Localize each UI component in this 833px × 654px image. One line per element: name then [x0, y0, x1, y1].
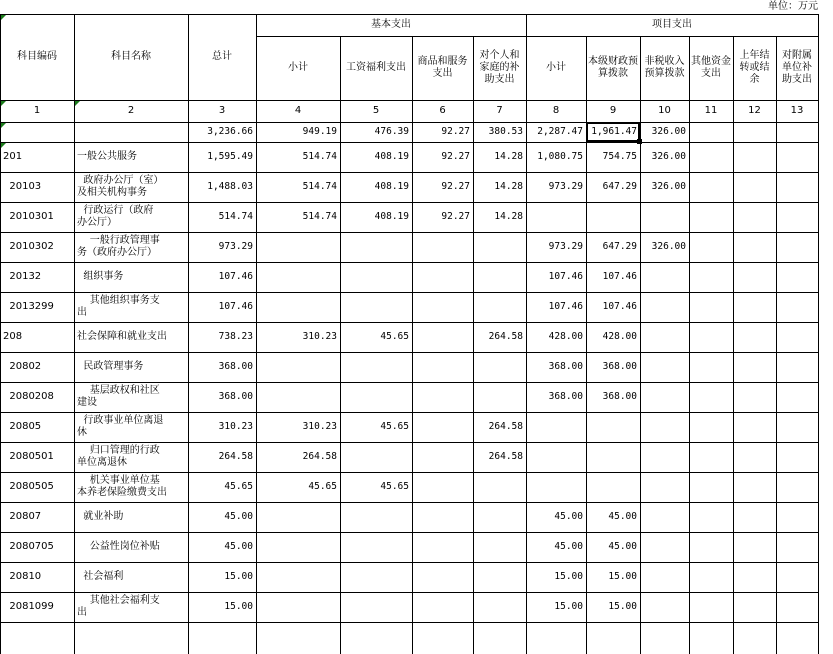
row-value[interactable]	[733, 592, 776, 622]
row-value[interactable]: 92.27	[441, 126, 470, 137]
row-value[interactable]	[776, 232, 818, 262]
row-value[interactable]: 107.46	[548, 301, 583, 312]
row-value[interactable]	[526, 412, 586, 442]
row-value[interactable]	[526, 442, 586, 472]
header-project-group[interactable]: 项目支出	[652, 19, 692, 30]
row-code[interactable]: 2080705	[3, 541, 54, 552]
row-value[interactable]: 107.46	[218, 301, 253, 312]
row-name[interactable]: 社会保障和就业支出	[77, 331, 167, 342]
grid-vline	[74, 14, 75, 654]
row-value[interactable]: 45.00	[608, 511, 637, 522]
row-value[interactable]	[340, 592, 412, 622]
row-value[interactable]	[586, 412, 640, 442]
header-basic-col[interactable]: 小计	[288, 62, 308, 73]
row-value[interactable]	[586, 442, 640, 472]
row-value[interactable]: 408.19	[374, 181, 409, 192]
header-code[interactable]: 科目编码	[17, 51, 57, 62]
grid-hline	[0, 122, 818, 123]
row-value[interactable]	[733, 262, 776, 292]
grid-hline	[0, 502, 818, 503]
row-value[interactable]	[776, 532, 818, 562]
row-name[interactable]: 民政管理事务	[77, 361, 144, 372]
row-value[interactable]: 1,080.75	[537, 151, 583, 162]
row-value[interactable]	[733, 322, 776, 352]
header-project-col[interactable]: 对附属单位补助支出	[782, 50, 812, 85]
row-value[interactable]	[256, 292, 340, 322]
row-name[interactable]: 公益性岗位补贴	[77, 541, 160, 552]
row-value[interactable]	[733, 122, 776, 142]
row-value[interactable]	[640, 562, 689, 592]
grid-vline	[340, 36, 341, 654]
row-code[interactable]	[0, 122, 74, 142]
grid-vline	[586, 36, 587, 654]
col-number[interactable]: 7	[496, 105, 503, 116]
col-number[interactable]: 4	[294, 105, 302, 116]
row-value[interactable]	[640, 292, 689, 322]
row-value[interactable]	[776, 412, 818, 442]
row-value[interactable]	[776, 292, 818, 322]
row-value[interactable]: 408.19	[374, 211, 409, 222]
row-value[interactable]	[473, 292, 526, 322]
row-name[interactable]: 归口管理的行政 单位离退休	[77, 445, 160, 468]
row-value[interactable]	[689, 472, 733, 502]
row-value[interactable]	[640, 412, 689, 442]
row-value[interactable]	[689, 562, 733, 592]
row-value[interactable]	[776, 142, 818, 172]
row-value[interactable]: 107.46	[602, 301, 637, 312]
header-basic-col[interactable]: 对个人和家庭的补助支出	[479, 50, 520, 85]
row-value[interactable]: 380.53	[488, 126, 523, 137]
row-value[interactable]: 514.74	[302, 211, 337, 222]
row-value[interactable]: 14.28	[494, 211, 523, 222]
header-basic-group[interactable]: 基本支出	[371, 19, 411, 30]
row-value[interactable]	[640, 382, 689, 412]
row-value[interactable]: 92.27	[441, 151, 470, 162]
row-value[interactable]	[776, 122, 818, 142]
row-value[interactable]: 514.74	[218, 211, 253, 222]
row-value[interactable]	[733, 292, 776, 322]
row-value[interactable]	[340, 352, 412, 382]
row-value[interactable]	[640, 262, 689, 292]
col-number[interactable]: 3	[218, 105, 226, 116]
row-value[interactable]: 264.58	[488, 451, 523, 462]
row-value[interactable]	[340, 502, 412, 532]
row-value[interactable]: 1,595.49	[207, 151, 253, 162]
row-value[interactable]	[733, 142, 776, 172]
row-value[interactable]	[256, 502, 340, 532]
col-number[interactable]: 1	[33, 105, 41, 116]
grid-hline	[0, 592, 818, 593]
grid-hline	[0, 352, 818, 353]
row-value[interactable]: 647.29	[602, 181, 637, 192]
row-value[interactable]	[256, 592, 340, 622]
row-value[interactable]	[776, 202, 818, 232]
row-value[interactable]	[733, 352, 776, 382]
row-value[interactable]: 45.65	[380, 481, 409, 492]
row-value[interactable]	[689, 532, 733, 562]
col-number[interactable]: 9	[609, 105, 617, 116]
row-value[interactable]	[776, 502, 818, 532]
row-value[interactable]: 45.00	[224, 511, 253, 522]
row-value[interactable]	[473, 472, 526, 502]
row-value[interactable]	[776, 172, 818, 202]
row-value[interactable]: 754.75	[602, 151, 637, 162]
cell-marker-icon	[75, 101, 80, 106]
row-value[interactable]: 1,961.47	[586, 122, 640, 142]
row-value[interactable]	[733, 532, 776, 562]
row-code[interactable]: 20132	[3, 271, 42, 282]
row-value[interactable]: 310.23	[302, 331, 337, 342]
grid-vline	[412, 36, 413, 654]
row-code[interactable]: 20807	[3, 511, 42, 522]
row-value[interactable]	[526, 472, 586, 502]
row-value[interactable]: 107.46	[602, 271, 637, 282]
row-value[interactable]	[640, 442, 689, 472]
row-value[interactable]	[340, 232, 412, 262]
row-value[interactable]	[412, 352, 473, 382]
row-value[interactable]: 45.65	[380, 421, 409, 432]
header-total[interactable]: 总计	[212, 51, 232, 62]
row-value[interactable]	[640, 202, 689, 232]
row-value[interactable]	[412, 442, 473, 472]
header-name[interactable]: 科目名称	[111, 51, 151, 62]
grid-hline	[0, 322, 818, 323]
row-value[interactable]	[473, 232, 526, 262]
col-number[interactable]: 11	[704, 105, 718, 116]
row-value[interactable]	[412, 532, 473, 562]
grid-vline	[473, 36, 474, 654]
row-code[interactable]: 201	[3, 151, 23, 162]
row-value[interactable]: 326.00	[651, 151, 686, 162]
row-name[interactable]: 组织事务	[77, 271, 124, 282]
grid-hline	[0, 100, 818, 101]
row-value[interactable]: 2,287.47	[537, 126, 583, 137]
row-value[interactable]: 264.58	[488, 331, 523, 342]
row-value[interactable]	[640, 532, 689, 562]
row-value[interactable]	[256, 232, 340, 262]
grid-hline	[0, 172, 818, 173]
row-value[interactable]	[412, 472, 473, 502]
grid-vline	[188, 14, 189, 654]
header-project-col[interactable]: 本级财政预算拨款	[588, 56, 638, 79]
row-value[interactable]	[412, 232, 473, 262]
row-value[interactable]	[412, 262, 473, 292]
grid-hline	[0, 442, 818, 443]
row-value[interactable]	[256, 562, 340, 592]
row-value[interactable]: 949.19	[302, 126, 337, 137]
cell-marker-icon	[1, 143, 6, 148]
grid-hline	[0, 202, 818, 203]
cell-marker-icon	[1, 15, 6, 20]
row-value[interactable]: 428.00	[602, 331, 637, 342]
row-value[interactable]	[733, 472, 776, 502]
row-code[interactable]: 208	[3, 331, 23, 342]
grid-hline	[0, 142, 818, 143]
row-value[interactable]: 45.00	[554, 541, 583, 552]
row-value[interactable]	[340, 442, 412, 472]
row-value[interactable]	[586, 202, 640, 232]
row-value[interactable]	[689, 352, 733, 382]
row-value[interactable]	[689, 202, 733, 232]
row-value[interactable]	[473, 532, 526, 562]
row-value[interactable]: 264.58	[488, 421, 523, 432]
row-name[interactable]: 其他社会福利支 出	[77, 595, 160, 618]
row-value[interactable]	[340, 292, 412, 322]
header-project-col[interactable]: 非税收入预算拨款	[644, 56, 685, 79]
header-project-col[interactable]: 上年结转或结余	[739, 50, 770, 85]
row-value[interactable]	[776, 322, 818, 352]
row-value[interactable]	[776, 442, 818, 472]
row-value[interactable]	[412, 292, 473, 322]
row-value[interactable]	[776, 592, 818, 622]
grid-vline	[640, 36, 641, 654]
row-value[interactable]	[473, 262, 526, 292]
grid-hline	[0, 622, 818, 623]
grid-hline	[0, 382, 818, 383]
row-value[interactable]	[776, 262, 818, 292]
col-number[interactable]: 13	[790, 105, 804, 116]
row-value[interactable]: 15.00	[554, 601, 583, 612]
col-number[interactable]: 6	[439, 105, 446, 116]
row-value[interactable]	[473, 382, 526, 412]
row-value[interactable]: 14.28	[494, 151, 523, 162]
row-code[interactable]: 20802	[3, 361, 42, 372]
row-value[interactable]: 107.46	[218, 271, 253, 282]
row-value[interactable]	[776, 472, 818, 502]
row-value[interactable]: 368.00	[602, 361, 637, 372]
row-value[interactable]	[526, 202, 586, 232]
cell-marker-icon	[1, 101, 6, 106]
grid-hline	[0, 292, 818, 293]
row-value[interactable]: 326.00	[651, 126, 686, 137]
row-value[interactable]	[689, 142, 733, 172]
row-name[interactable]: 一般行政管理事 务（政府办公厅）	[77, 235, 160, 258]
row-value[interactable]: 408.19	[374, 151, 409, 162]
col-number[interactable]: 5	[372, 105, 380, 116]
row-value[interactable]	[689, 292, 733, 322]
row-value[interactable]	[640, 322, 689, 352]
row-value[interactable]	[640, 502, 689, 532]
row-code[interactable]: 2010302	[3, 241, 54, 252]
row-value[interactable]: 428.00	[548, 331, 583, 342]
row-value[interactable]	[256, 532, 340, 562]
row-value[interactable]	[689, 232, 733, 262]
row-code[interactable]: 2081099	[3, 601, 54, 612]
row-value[interactable]	[733, 412, 776, 442]
header-project-col[interactable]: 其他资金支出	[691, 56, 731, 79]
row-value[interactable]: 45.00	[608, 541, 637, 552]
header-project-col[interactable]: 小计	[546, 62, 566, 73]
row-value[interactable]: 368.00	[548, 361, 583, 372]
row-value[interactable]: 45.00	[554, 511, 583, 522]
row-value[interactable]	[640, 352, 689, 382]
row-value[interactable]	[689, 592, 733, 622]
row-value[interactable]	[689, 322, 733, 352]
row-value[interactable]	[473, 592, 526, 622]
row-value[interactable]	[640, 592, 689, 622]
row-value[interactable]	[256, 352, 340, 382]
row-value[interactable]	[689, 442, 733, 472]
row-value[interactable]	[733, 502, 776, 532]
row-value[interactable]: 45.00	[224, 541, 253, 552]
row-code[interactable]: 20103	[3, 181, 42, 192]
row-value[interactable]	[586, 472, 640, 502]
row-value[interactable]	[473, 502, 526, 532]
row-code[interactable]: 2010301	[3, 211, 54, 222]
budget-table	[0, 14, 818, 654]
row-value[interactable]: 514.74	[302, 151, 337, 162]
grid-hline	[0, 412, 818, 413]
row-value[interactable]	[733, 232, 776, 262]
row-value[interactable]	[340, 532, 412, 562]
row-value[interactable]	[689, 412, 733, 442]
row-code[interactable]: 2080501	[3, 451, 54, 462]
grid-hline	[0, 232, 818, 233]
row-value[interactable]	[412, 592, 473, 622]
row-value[interactable]	[689, 262, 733, 292]
row-value[interactable]: 264.58	[302, 451, 337, 462]
row-value[interactable]: 326.00	[651, 241, 686, 252]
row-code[interactable]: 2080505	[3, 481, 54, 492]
row-name[interactable]: 基层政权和社区 建设	[77, 385, 160, 408]
row-value[interactable]	[412, 322, 473, 352]
row-name[interactable]: 行政运行（政府 办公厅）	[77, 205, 154, 228]
row-name[interactable]: 其他组织事务支 出	[77, 295, 160, 318]
grid-vline	[733, 36, 734, 654]
row-value[interactable]: 92.27	[441, 181, 470, 192]
row-value[interactable]: 310.23	[218, 421, 253, 432]
grid-vline	[818, 14, 819, 654]
grid-hline	[0, 532, 818, 533]
row-value[interactable]	[733, 202, 776, 232]
row-value[interactable]: 368.00	[218, 391, 253, 402]
row-value[interactable]: 45.65	[224, 481, 253, 492]
row-value[interactable]	[733, 382, 776, 412]
grid-vline	[0, 14, 1, 654]
row-value[interactable]: 45.65	[308, 481, 337, 492]
row-value[interactable]: 514.74	[302, 181, 337, 192]
row-value[interactable]	[776, 352, 818, 382]
row-value[interactable]: 476.39	[374, 126, 409, 137]
grid-vline	[776, 36, 777, 654]
row-value[interactable]: 15.00	[554, 571, 583, 582]
row-value[interactable]: 973.29	[548, 241, 583, 252]
col-number[interactable]: 2	[127, 105, 135, 116]
row-value[interactable]: 326.00	[651, 181, 686, 192]
row-code[interactable]: 20810	[3, 571, 42, 582]
grid-vline	[689, 36, 690, 654]
row-value[interactable]	[733, 562, 776, 592]
row-value[interactable]: 3,236.66	[207, 126, 253, 137]
grid-hline	[0, 562, 818, 563]
grid-hline	[0, 472, 818, 473]
row-code[interactable]: 2013299	[3, 301, 54, 312]
row-value[interactable]	[689, 502, 733, 532]
row-value[interactable]: 738.23	[218, 331, 253, 342]
row-value[interactable]	[412, 562, 473, 592]
row-name[interactable]: 就业补助	[77, 511, 124, 522]
row-name[interactable]: 一般公共服务	[77, 151, 137, 162]
row-value[interactable]: 1,488.03	[207, 181, 253, 192]
row-name[interactable]: 政府办公厅（室） 及相关机构事务	[77, 175, 164, 198]
grid-vline	[526, 14, 527, 654]
row-value[interactable]	[733, 172, 776, 202]
cell-marker-icon	[1, 123, 6, 128]
fill-handle[interactable]	[637, 139, 642, 144]
row-name[interactable]: 行政事业单位离退 休	[77, 415, 164, 438]
row-value[interactable]	[473, 352, 526, 382]
row-value[interactable]: 15.00	[224, 601, 253, 612]
row-value[interactable]	[256, 262, 340, 292]
row-value[interactable]: 973.29	[218, 241, 253, 252]
row-value[interactable]: 264.58	[218, 451, 253, 462]
row-value[interactable]	[473, 562, 526, 592]
row-name[interactable]	[74, 122, 188, 142]
row-value[interactable]	[340, 562, 412, 592]
unit-label: 单位：万元	[768, 1, 818, 12]
row-value[interactable]	[689, 122, 733, 142]
grid-hline	[0, 262, 818, 263]
col-number[interactable]: 10	[658, 105, 671, 116]
row-value[interactable]: 647.29	[602, 241, 637, 252]
row-value[interactable]: 368.00	[218, 361, 253, 372]
row-value[interactable]: 107.46	[548, 271, 583, 282]
row-value[interactable]: 973.29	[548, 181, 583, 192]
row-value[interactable]	[412, 502, 473, 532]
row-code[interactable]: 2080208	[3, 391, 54, 402]
col-number[interactable]: 12	[748, 105, 761, 116]
row-value[interactable]: 92.27	[441, 211, 470, 222]
row-value[interactable]	[412, 382, 473, 412]
grid-vline	[256, 14, 257, 654]
row-value[interactable]: 368.00	[602, 391, 637, 402]
row-value[interactable]: 45.65	[380, 331, 409, 342]
row-value[interactable]: 368.00	[548, 391, 583, 402]
row-value[interactable]	[412, 412, 473, 442]
row-value[interactable]: 15.00	[608, 571, 637, 582]
row-value[interactable]	[733, 442, 776, 472]
row-code[interactable]: 20805	[3, 421, 42, 432]
row-value[interactable]: 15.00	[608, 601, 637, 612]
header-basic-col[interactable]: 商品和服务支出	[417, 56, 468, 79]
col-number[interactable]: 8	[552, 105, 560, 116]
row-value[interactable]	[640, 472, 689, 502]
row-value[interactable]: 310.23	[302, 421, 337, 432]
row-value[interactable]: 14.28	[494, 181, 523, 192]
header-basic-col[interactable]: 工资福利支出	[346, 62, 406, 73]
row-name[interactable]: 社会福利	[77, 571, 124, 582]
row-value[interactable]	[689, 382, 733, 412]
row-value[interactable]	[340, 262, 412, 292]
row-name[interactable]: 机关事业单位基 本养老保险缴费支出	[77, 475, 167, 498]
row-value[interactable]	[340, 382, 412, 412]
row-value[interactable]	[689, 172, 733, 202]
row-value[interactable]: 15.00	[224, 571, 253, 582]
row-value[interactable]	[776, 562, 818, 592]
row-value[interactable]	[776, 382, 818, 412]
row-value[interactable]	[256, 382, 340, 412]
grid-hline	[0, 14, 818, 15]
